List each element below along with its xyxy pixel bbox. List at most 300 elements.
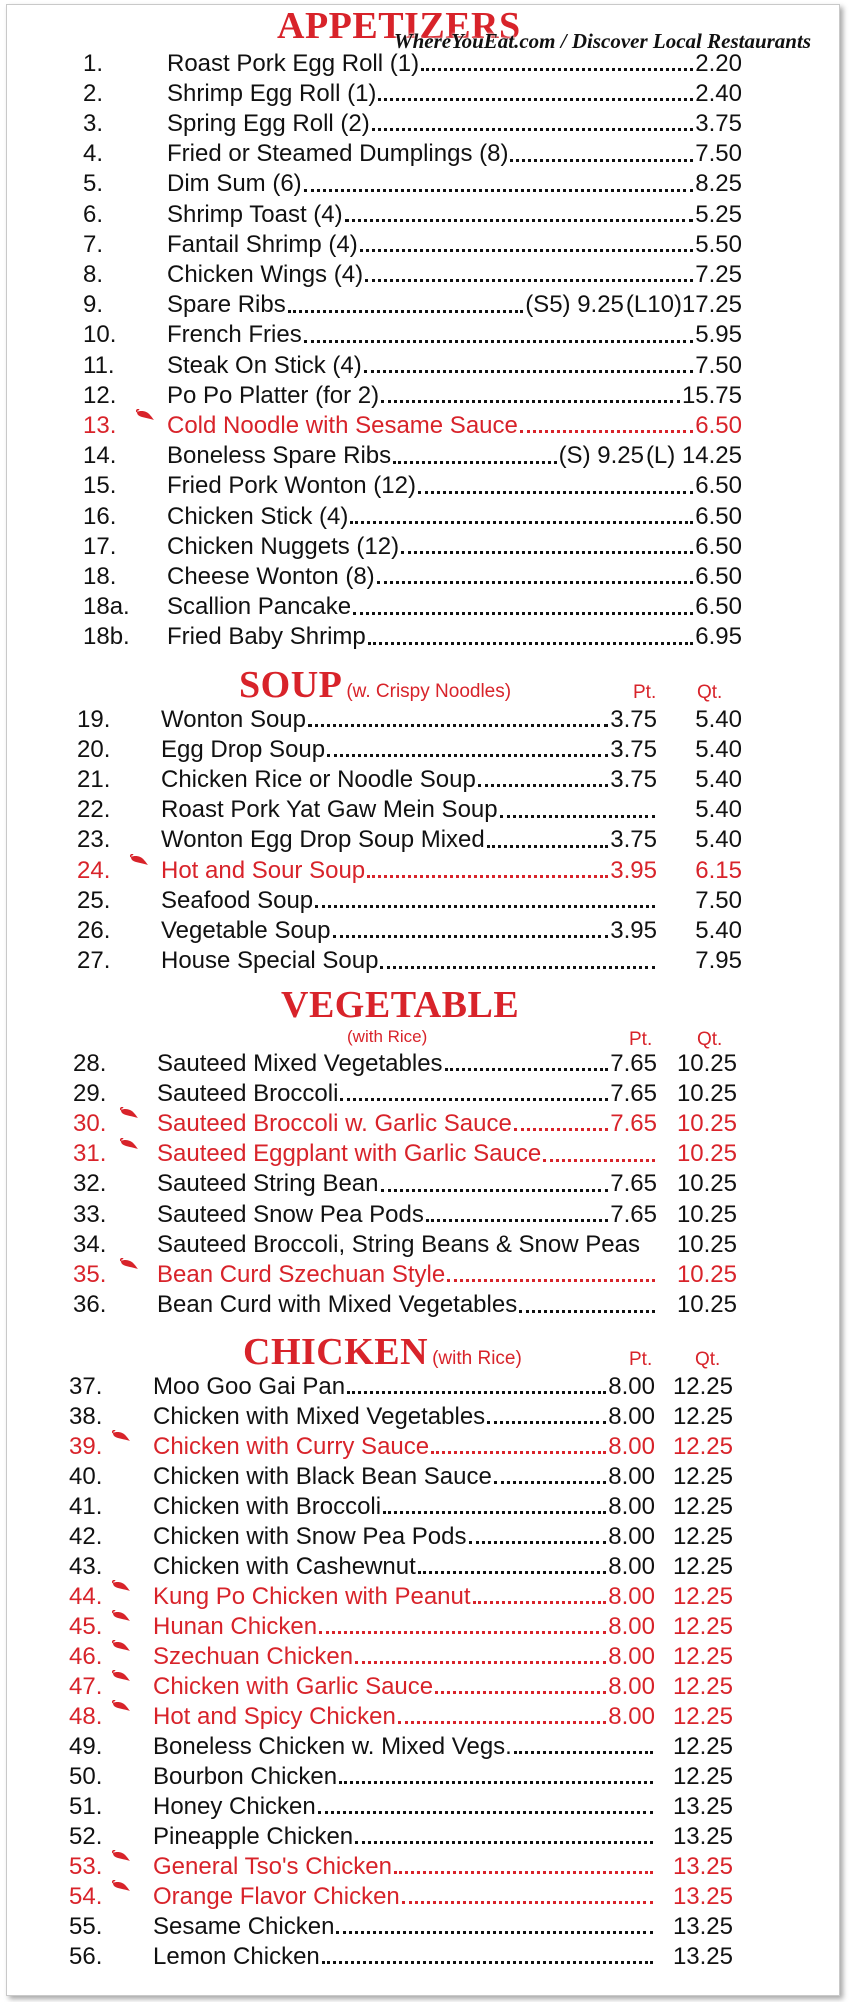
dot-leader — [336, 1931, 653, 1934]
dot-leader — [418, 1571, 606, 1574]
menu-item-row — [69, 1492, 733, 1522]
chicken-title — [243, 1333, 522, 1371]
dot-leader — [401, 551, 693, 554]
item-price-qt: 10.25 — [676, 1110, 737, 1137]
item-number: 22. — [77, 796, 111, 824]
menu-item-row — [83, 593, 742, 623]
spicy-pepper-icon — [111, 1640, 131, 1652]
item-number: 41. — [69, 1492, 103, 1520]
item-price-qt: 10.25 — [676, 1200, 737, 1228]
item-price-qt: 10.25 — [676, 1079, 737, 1107]
item-name: Chicken with Cashewnut — [153, 1552, 416, 1580]
menu-item-row — [69, 1612, 733, 1642]
chicken-col-pt: Pt. — [629, 1349, 653, 1370]
menu-item-row — [77, 886, 742, 916]
dot-leader — [394, 1871, 653, 1874]
item-name-area — [167, 171, 742, 197]
item-name: Sauteed Mixed Vegetables — [157, 1049, 443, 1077]
dot-leader — [308, 724, 608, 727]
item-price-qt: 13.25 — [672, 1882, 733, 1910]
item-number: 26. — [77, 917, 111, 944]
item-name: Bean Curd with Mixed Vegetables — [157, 1291, 518, 1319]
item-name: Lemon Chicken — [153, 1942, 320, 1970]
item-name-area — [167, 232, 742, 258]
item-number: 2. — [83, 79, 104, 107]
menu-item-row — [73, 1230, 737, 1260]
item-name-area — [153, 1854, 655, 1880]
item-name: Cold Noodle with Sesame Sauce — [167, 412, 518, 439]
menu-item-row — [83, 411, 742, 441]
item-price-qt: 13.25 — [672, 1852, 733, 1880]
item-name-area — [157, 1081, 657, 1107]
item-name: Kung Po Chicken with Peanut — [153, 1582, 471, 1610]
soup-title — [239, 666, 511, 704]
item-price-pt: 8.00 — [608, 1402, 655, 1430]
dot-leader — [322, 1961, 653, 1964]
item-price-qt: 5.40 — [695, 917, 742, 944]
item-name: Chicken with Snow Pea Pods — [153, 1522, 467, 1550]
menu-item-row — [69, 1942, 733, 1972]
vegetable-col-qt: Qt. — [697, 1029, 723, 1050]
dot-leader — [353, 612, 693, 615]
dot-leader — [345, 219, 694, 222]
item-number: 47. — [69, 1672, 103, 1700]
dot-leader — [514, 1128, 608, 1131]
item-price-pt: 8.00 — [608, 1702, 655, 1730]
menu-item-row — [83, 502, 742, 532]
item-price-pt: 7.65 — [610, 1049, 657, 1077]
item-name-area — [161, 767, 657, 793]
dot-leader — [445, 1068, 609, 1071]
item-name-area — [167, 111, 742, 137]
menu-item-row — [73, 1291, 737, 1321]
item-price-pt: 8.00 — [608, 1582, 655, 1610]
dot-leader — [519, 1310, 655, 1313]
item-name-area — [161, 918, 657, 944]
item-name: Spring Egg Roll (2) — [167, 110, 370, 137]
item-name: Chicken Wings (4) — [167, 261, 364, 288]
dot-leader — [469, 1541, 607, 1544]
menu-item-row — [73, 1140, 737, 1170]
item-name: Sesame Chicken — [153, 1912, 335, 1940]
menu-item-row — [69, 1702, 733, 1732]
item-name: Szechuan Chicken — [153, 1642, 354, 1670]
dot-leader — [355, 1661, 606, 1664]
item-name-area — [153, 1524, 655, 1550]
dot-leader — [426, 1219, 608, 1222]
item-name: Seafood Soup — [161, 886, 314, 914]
dot-leader — [360, 249, 694, 252]
item-number: 1. — [83, 49, 104, 77]
item-number: 17. — [83, 532, 117, 560]
item-number: 43. — [69, 1552, 103, 1580]
item-name-area — [167, 262, 742, 288]
item-price-pt: 7.65 — [610, 1170, 657, 1198]
menu-item-row — [83, 140, 742, 170]
item-price-pt: 3.75 — [610, 705, 657, 733]
item-name-area — [153, 1614, 655, 1640]
item-name: Chicken with Garlic Sauce — [153, 1672, 434, 1700]
dot-leader — [315, 905, 655, 908]
menu-item-row — [83, 230, 742, 260]
item-name: Fried Pork Wonton (12) — [167, 472, 416, 500]
vegetable-col-pt: Pt. — [629, 1029, 653, 1050]
item-price-pt: 7.65 — [610, 1110, 657, 1137]
item-price: 6.50 — [695, 502, 742, 530]
dot-leader — [473, 1601, 607, 1604]
item-name: Scallion Pancake — [167, 593, 352, 621]
spicy-pepper-icon — [135, 409, 155, 421]
item-name-area — [153, 1824, 655, 1850]
menu-item-row — [69, 1522, 733, 1552]
dot-leader — [355, 1841, 653, 1844]
item-price-qt: 5.40 — [695, 766, 742, 793]
item-price-pt: 3.95 — [610, 856, 657, 884]
menu-item-row — [77, 705, 742, 735]
item-price: 6.50 — [695, 472, 742, 500]
dot-leader — [393, 461, 556, 464]
item-name-area — [153, 1704, 655, 1730]
item-name: General Tso's Chicken — [153, 1852, 392, 1880]
item-name: Sauteed Eggplant with Garlic Sauce — [157, 1140, 542, 1168]
item-price-qt: 12.25 — [672, 1432, 733, 1460]
item-name: Fantail Shrimp (4) — [167, 230, 358, 258]
item-name: Wonton Egg Drop Soup Mixed — [161, 826, 485, 854]
soup-subtitle: (w. Crispy Noodles) — [346, 681, 512, 702]
item-name-area — [153, 1764, 655, 1790]
dot-leader — [368, 642, 694, 645]
item-price-qt: 12.25 — [672, 1762, 733, 1790]
item-number: 34. — [73, 1230, 107, 1258]
dot-leader — [319, 1631, 606, 1634]
item-number: 18b. — [83, 623, 130, 651]
item-name: Spare Ribs — [167, 291, 286, 319]
item-price: 2.20 — [695, 49, 742, 77]
menu-item-row — [77, 947, 742, 977]
item-price: 6.50 — [695, 412, 742, 439]
menu-item-row — [69, 1402, 733, 1432]
dot-leader — [380, 966, 655, 969]
item-name: Bean Curd Szechuan Style — [157, 1261, 446, 1288]
item-price-qt: 5.40 — [695, 796, 742, 824]
item-number: 16. — [83, 502, 117, 530]
menu-item-row — [77, 735, 742, 765]
item-name: Hunan Chicken — [153, 1612, 318, 1640]
vegetable-subtitle: (with Rice) — [347, 1027, 428, 1046]
item-number: 25. — [77, 886, 111, 914]
item-price-qt: 12.25 — [672, 1582, 733, 1610]
item-name-area — [167, 383, 742, 409]
item-price-qt: 10.25 — [676, 1230, 737, 1258]
menu-item-row — [73, 1049, 737, 1079]
item-price-qt: 12.25 — [672, 1672, 733, 1700]
item-price: 6.50 — [695, 593, 742, 621]
item-name-area — [161, 737, 657, 763]
item-number: 45. — [69, 1612, 103, 1640]
item-name: Chicken Nuggets (12) — [167, 532, 400, 560]
soup-title-text: SOUP — [239, 664, 343, 706]
menu-item-row — [73, 1170, 737, 1200]
item-name: Sauteed Broccoli, String Beans & Snow Peas — [157, 1230, 640, 1258]
item-name: Sauteed Snow Pea Pods — [157, 1200, 424, 1228]
item-price-qt: 12.25 — [672, 1462, 733, 1490]
item-price: 7.25 — [695, 261, 742, 288]
menu-item-row — [69, 1432, 733, 1462]
item-name-area — [153, 1584, 655, 1610]
menu-item-row — [73, 1200, 737, 1230]
dot-leader — [381, 1189, 609, 1192]
item-name: Dim Sum (6) — [167, 170, 302, 198]
menu-item-row — [83, 260, 742, 290]
item-name: Chicken with Black Bean Sauce — [153, 1462, 492, 1490]
item-name-area — [161, 888, 657, 914]
item-number: 3. — [83, 110, 104, 137]
dot-leader — [447, 1279, 655, 1282]
item-name-area — [153, 1944, 655, 1970]
dot-leader — [327, 754, 608, 757]
soup-col-pt: Pt. — [633, 682, 657, 703]
spicy-pepper-icon — [119, 1258, 139, 1270]
dot-leader — [304, 340, 694, 343]
item-number: 53. — [69, 1852, 103, 1880]
appetizers-title-text: APPETIZERS — [277, 5, 521, 47]
item-price-qt: 13.25 — [672, 1942, 733, 1970]
item-price-qt: 10.25 — [676, 1049, 737, 1077]
dot-leader — [383, 1511, 606, 1514]
menu-item-row — [83, 321, 742, 351]
item-name: House Special Soup — [161, 947, 379, 975]
item-number: 48. — [69, 1702, 103, 1730]
dot-leader — [487, 845, 609, 848]
item-name-area — [157, 1051, 657, 1077]
item-name: Egg Drop Soup — [161, 735, 326, 763]
dot-leader — [364, 370, 694, 373]
item-name-area — [161, 707, 657, 733]
dot-leader — [500, 815, 655, 818]
item-price-qt: 10.25 — [676, 1291, 737, 1319]
item-price-qt: 12.25 — [672, 1702, 733, 1730]
item-number: 14. — [83, 442, 117, 470]
menu-item-row — [77, 765, 742, 795]
item-name-area — [157, 1262, 657, 1288]
spicy-pepper-icon — [111, 1610, 131, 1622]
item-name-area — [167, 534, 742, 560]
dot-leader — [418, 491, 693, 494]
spicy-pepper-icon — [111, 1670, 131, 1682]
dot-leader — [347, 1391, 606, 1394]
item-price-pt: 8.00 — [608, 1492, 655, 1520]
item-price-pt: 8.00 — [608, 1552, 655, 1580]
item-number: 35. — [73, 1261, 107, 1288]
item-number: 29. — [73, 1079, 107, 1107]
item-name-area — [167, 504, 742, 530]
dot-leader — [520, 430, 693, 433]
item-price-qt: 13.25 — [672, 1822, 733, 1850]
dot-leader — [402, 1901, 653, 1904]
item-number: 54. — [69, 1882, 103, 1910]
item-number: 7. — [83, 230, 104, 258]
item-number: 30. — [73, 1110, 107, 1137]
item-number: 10. — [83, 321, 117, 349]
item-price: 2.40 — [695, 79, 742, 107]
item-name-area — [157, 1111, 657, 1137]
menu-item-row — [83, 291, 742, 321]
dot-leader — [304, 189, 694, 192]
item-name-area — [153, 1434, 655, 1460]
dot-leader — [381, 400, 680, 403]
item-name-area — [167, 202, 742, 228]
dot-leader — [398, 1721, 606, 1724]
item-number: 40. — [69, 1462, 103, 1490]
dot-leader — [494, 1481, 606, 1484]
menu-item-row — [83, 562, 742, 592]
item-price-pt: 8.00 — [608, 1432, 655, 1460]
item-number: 19. — [77, 705, 111, 733]
menu-item-row — [69, 1852, 733, 1882]
menu-item-row — [83, 532, 742, 562]
menu-item-row — [69, 1822, 733, 1852]
item-price-qt: 12.25 — [672, 1642, 733, 1670]
item-price-qt: 10.25 — [676, 1261, 737, 1288]
item-name-area — [167, 292, 742, 318]
item-name: Fried or Steamed Dumplings (8) — [167, 140, 509, 168]
item-name: Orange Flavor Chicken — [153, 1882, 400, 1910]
item-size-price: (S) 9.25 — [558, 442, 644, 470]
menu-item-row — [83, 442, 742, 472]
menu-item-row — [69, 1642, 733, 1672]
item-size-price: (S5) 9.25 — [525, 291, 624, 319]
item-name-area — [161, 797, 657, 823]
vegetable-title-text: VEGETABLE — [281, 984, 520, 1026]
item-name-area — [153, 1734, 655, 1760]
dot-leader — [372, 128, 694, 131]
spicy-pepper-icon — [111, 1700, 131, 1712]
spicy-pepper-icon — [111, 1430, 131, 1442]
item-name-area — [153, 1464, 655, 1490]
item-price-pt: 3.95 — [610, 917, 657, 944]
item-number: 55. — [69, 1912, 103, 1940]
item-name: Sauteed String Bean — [157, 1170, 379, 1198]
item-number: 32. — [73, 1170, 107, 1198]
chicken-col-qt: Qt. — [695, 1349, 721, 1370]
dot-leader — [478, 784, 608, 787]
item-number: 20. — [77, 735, 111, 763]
dot-leader — [543, 1159, 655, 1162]
item-price-pt: 8.00 — [608, 1372, 655, 1400]
item-price-qt: 13.25 — [672, 1912, 733, 1940]
item-number: 4. — [83, 140, 104, 168]
item-name: Sauteed Broccoli w. Garlic Sauce — [157, 1110, 512, 1137]
item-name: Hot and Sour Soup — [161, 856, 366, 884]
dot-leader — [514, 1751, 653, 1754]
item-name-area — [153, 1554, 655, 1580]
spicy-pepper-icon — [129, 854, 149, 866]
item-name-area — [153, 1374, 655, 1400]
spicy-pepper-icon — [119, 1107, 139, 1119]
item-number: 24. — [77, 856, 111, 884]
item-number: 9. — [83, 291, 104, 319]
dot-leader — [377, 581, 694, 584]
item-number: 11. — [83, 351, 115, 379]
spicy-pepper-icon — [111, 1850, 131, 1862]
item-number: 15. — [83, 472, 117, 500]
item-name-area — [153, 1494, 655, 1520]
dot-leader — [510, 159, 693, 162]
item-name-area — [157, 1202, 657, 1228]
item-name: Fried Baby Shrimp — [167, 623, 366, 651]
item-name-area — [167, 413, 742, 439]
menu-item-row — [77, 826, 742, 856]
dot-leader — [487, 1421, 606, 1424]
item-name-area — [153, 1914, 655, 1940]
item-name: Sauteed Broccoli — [157, 1079, 339, 1107]
menu-item-row — [83, 623, 742, 653]
menu-item-row — [69, 1372, 733, 1402]
item-name-area — [157, 1141, 657, 1167]
item-number: 50. — [69, 1762, 103, 1790]
item-number: 39. — [69, 1432, 103, 1460]
item-name: Boneless Chicken w. Mixed Vegs. — [153, 1732, 512, 1760]
vegetable-title — [281, 986, 519, 1024]
item-price: 15.75 — [681, 381, 742, 409]
item-price-qt: 12.25 — [672, 1522, 733, 1550]
item-name-area — [153, 1884, 655, 1910]
item-price: 5.25 — [695, 200, 742, 228]
item-number: 52. — [69, 1822, 103, 1850]
menu-item-row — [69, 1672, 733, 1702]
dot-leader — [340, 1098, 608, 1101]
item-name-area — [167, 141, 742, 167]
item-name: Chicken Stick (4) — [167, 502, 349, 530]
item-name: Moo Goo Gai Pan — [153, 1372, 346, 1400]
item-price-pt: 8.00 — [608, 1642, 655, 1670]
menu-item-row — [83, 109, 742, 139]
item-number: 36. — [73, 1291, 107, 1319]
item-name-area — [167, 564, 742, 590]
item-name-area — [153, 1674, 655, 1700]
item-price: (L) 14.25 — [645, 442, 742, 470]
menu-item-row — [69, 1912, 733, 1942]
item-name-area — [167, 353, 742, 379]
menu-item-row — [83, 200, 742, 230]
item-number: 27. — [77, 947, 111, 975]
dot-leader — [318, 1811, 653, 1814]
dot-leader — [435, 1691, 606, 1694]
item-name: Pineapple Chicken — [153, 1822, 354, 1850]
item-name: Wonton Soup — [161, 705, 306, 733]
dot-leader — [431, 1451, 606, 1454]
item-price: 6.50 — [695, 563, 742, 590]
chicken-title-text: CHICKEN — [243, 1331, 429, 1373]
menu-item-row — [73, 1109, 737, 1139]
item-name-area — [167, 322, 742, 348]
item-name-area — [167, 81, 742, 107]
chicken-subtitle: (with Rice) — [432, 1348, 522, 1369]
item-price-qt: 10.25 — [676, 1140, 737, 1168]
item-price: 6.95 — [695, 623, 742, 651]
dot-leader — [350, 521, 693, 524]
item-price-qt: 12.25 — [672, 1492, 733, 1520]
spicy-pepper-icon — [111, 1580, 131, 1592]
menu-item-row — [69, 1792, 733, 1822]
item-name-area — [167, 51, 742, 77]
watermark: WhereYouEat.com / Discover Local Restaurants — [393, 29, 811, 53]
dot-leader — [365, 279, 693, 282]
item-number: 31. — [73, 1140, 107, 1168]
item-number: 51. — [69, 1792, 103, 1820]
item-price-pt: 8.00 — [608, 1522, 655, 1550]
dot-leader — [367, 875, 608, 878]
